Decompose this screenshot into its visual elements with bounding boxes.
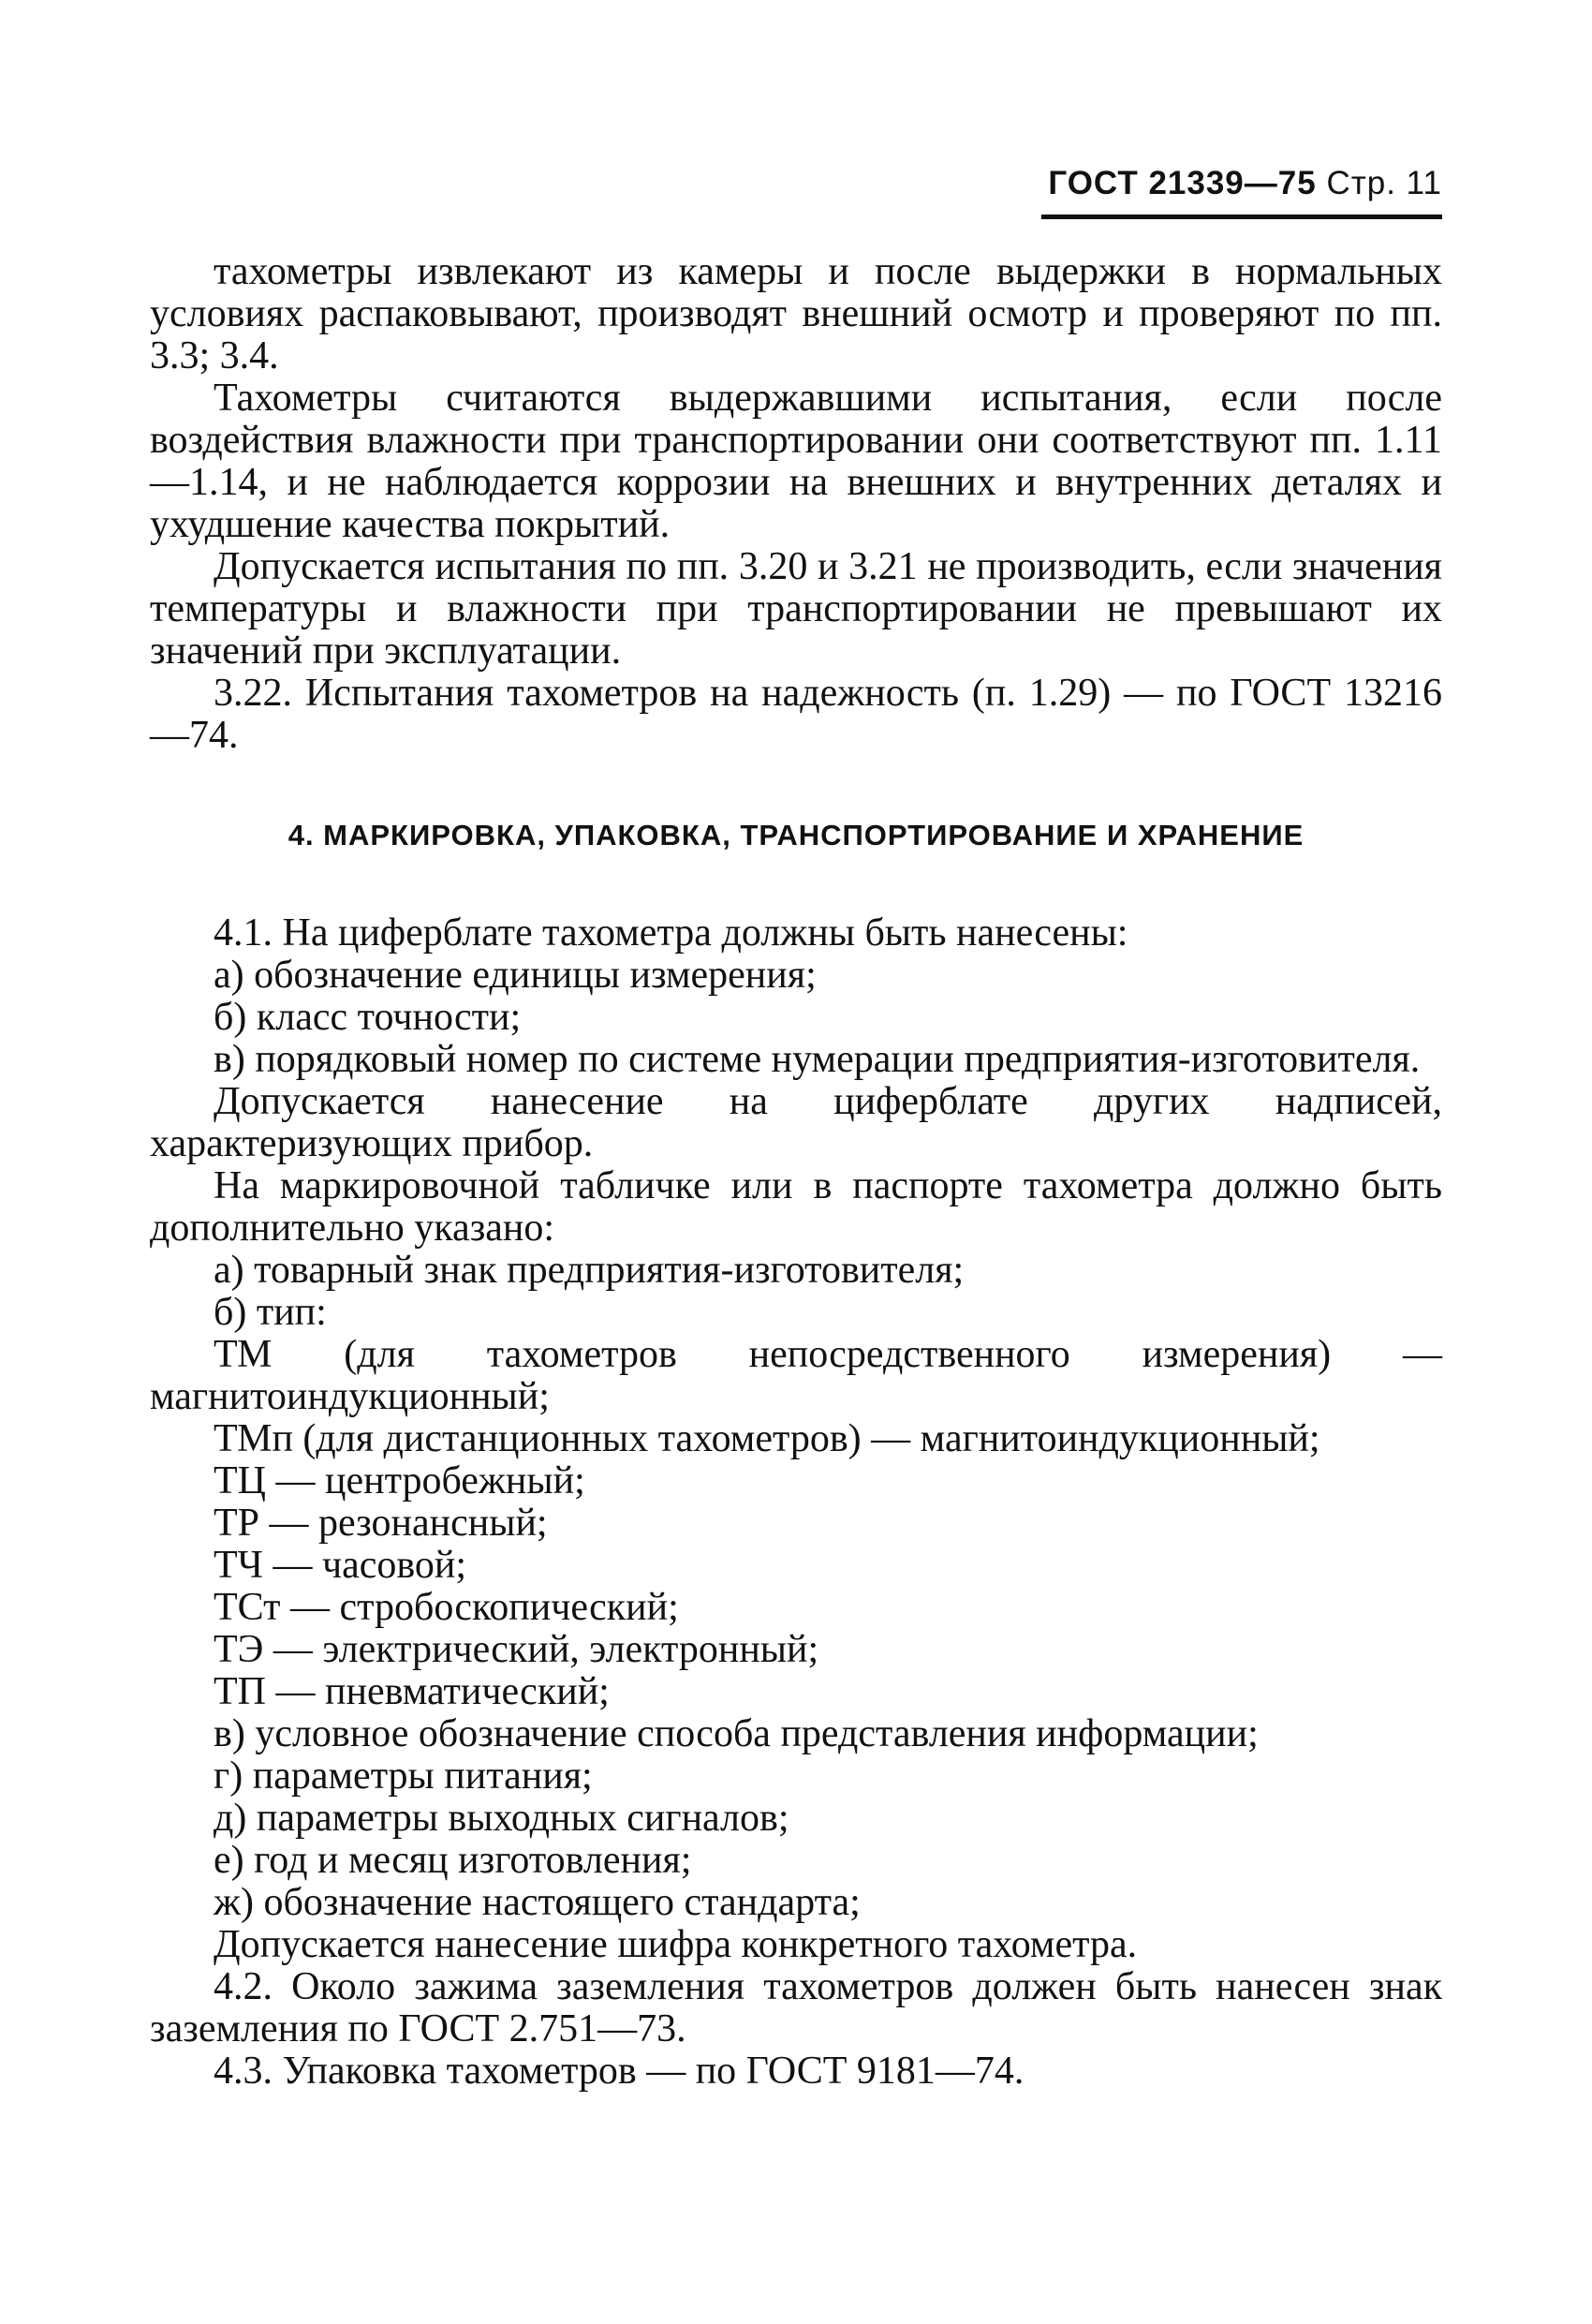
type-tmn: ТМп (для дистанционных тахометров) — магнитоиндукционный; [214,1417,1320,1460]
type-te: ТЭ — электрический, электронный; [214,1628,819,1671]
paragraph-test-optional: Допускается испытания по пп. 3.20 и 3.21 не производить, если значения температуры и влажности при транспортировании не превышают их значений при эксплуатации. [150,545,1442,673]
plate-item-g: г) параметры питания; [214,1754,593,1798]
section-4-heading: 4. МАРКИРОВКА, УПАКОВКА, ТРАНСПОРТИРОВАНИЕ И ХРАНЕНИЕ [287,819,1305,851]
header-underline [1041,215,1442,219]
paragraph-additional-labels: Допускается нанесение на циферблате других надписей, характеризующих прибор. [150,1080,1442,1165]
type-tch: ТЧ — часовой; [214,1544,467,1587]
paragraph-extraction: тахометры извлекают из камеры и после выдержки в нормальных условиях распаковывают, производят внешний осмотр и проверяют по пп. 3.3; 3.4. [150,250,1442,377]
section-3-continuation [150,251,1442,757]
list-item-v: в) порядковый номер по системе нумерации предприятия-изготовителя. [214,1038,1421,1081]
type-tc: ТЦ — центробежный; [214,1459,585,1502]
paragraph-marking-plate: На маркировочной табличке или в паспорте тахометра должно быть дополнительно указано: [150,1164,1442,1250]
plate-item-a: а) товарный знак предприятия-изготовителя; [214,1249,965,1292]
plate-item-d: д) параметры выходных сигналов; [214,1797,789,1840]
plate-item-zh: ж) обозначение настоящего стандарта; [214,1881,861,1924]
plate-item-b: б) тип: [214,1291,327,1334]
list-item-b: б) класс точности; [214,996,522,1039]
list-item-a: а) обозначение единицы измерения; [214,954,817,997]
paragraph-cipher: Допускается нанесение шифра конкретного тахометра. [214,1923,1138,1966]
type-tm: ТМ (для тахометров непосредственного измерения) — магнитоиндукционный; [150,1333,1442,1418]
plate-item-e: е) год и месяц изготовления; [214,1839,692,1882]
paragraph-4-2: 4.2. Около зажима заземления тахометров должен быть нанесен знак заземления по ГОСТ 2.751—73. [150,1965,1442,2050]
standard-number: ГОСТ 21339—75 [1048,165,1317,201]
paragraph-4-3: 4.3. Упаковка тахометров — по ГОСТ 9181—74. [214,2050,1024,2093]
paragraph-test-passed: Тахометры считаются выдержавшими испытания, если после воздействия влажности при транспортировании они соответствуют пп. 1.11—1.14, и не наблюдается коррозии на внешних и внутренних деталях и ухудшение качества покрытий. [150,377,1442,546]
section-4-body [150,912,1442,2093]
type-tr: ТР — резонансный; [214,1502,548,1545]
paragraph-3-22: 3.22. Испытания тахометров на надежность (п. 1.29) — по ГОСТ 13216—74. [150,672,1442,757]
type-tp: ТП — пневматический; [214,1670,610,1713]
plate-item-v: в) условное обозначение способа представления информации; [214,1712,1259,1755]
page-header [1030,164,1442,203]
type-tst: ТСт — стробоскопический; [214,1586,679,1629]
page-number: Стр. 11 [1326,165,1442,201]
paragraph-4-1: 4.1. На циферблате тахометра должны быть нанесены: [214,911,1128,955]
